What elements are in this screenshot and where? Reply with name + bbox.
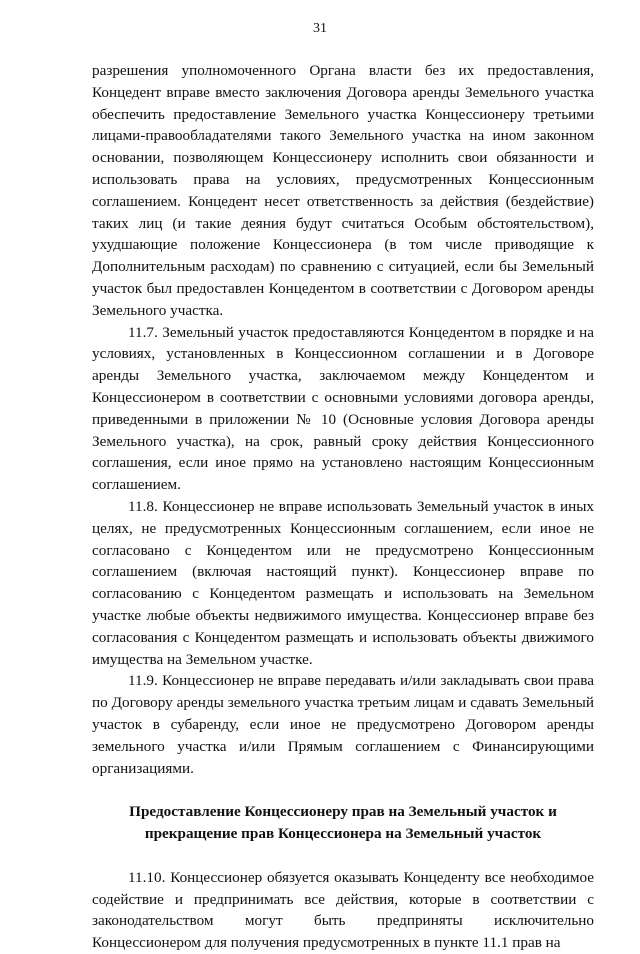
page-number: 31 — [313, 21, 327, 36]
document-body — [92, 60, 594, 954]
section-heading — [92, 801, 594, 845]
paragraph-continuation: разрешения уполномоченного Органа власти без их предоставления, Концедент вправе вместо заключения Договора аренды Земельного участка обеспечить предоставление Земельного участка Концессионеру третьими лицами-правообладателями такого Земельного участка на ином законном основании, позволяющем Концессионеру исполнить свои обязанности и использовать права на условиях, предусмотренных Концессионным соглашением. Концедент несет ответственность за действия (бездействие) таких лиц (и такие деяния будут считаться Особым обстоятельством), ухудшающие положение Концессионера (в том числе приводящие к Дополнительным расходам) по сравнению с ситуацией, если бы Земельный участок был предоставлен Концедентом в соответствии с Договором аренды Земельного участка. — [92, 62, 594, 319]
section-heading-line-1: Предоставление Концессионеру прав на Земельный участок и — [129, 803, 557, 821]
section-heading-line-2: прекращение прав Концессионера на Земельный участок — [144, 825, 542, 843]
paragraph-11-10: 11.10. Концессионер обязуется оказывать Концеденту все необходимое содействие и предпринимать все действия, которые в соответствии с законодательством могут быть предприняты исключительно Концессионером для получения предусмотренных в пункте 11.1 прав на — [92, 868, 594, 952]
paragraph-11-9: 11.9. Концессионер не вправе передавать и/или закладывать свои права по Договору аренды земельного участка третьим лицам и сдавать Земельный участок в субаренду, если иное не предусмотрено Договором аренды земельного участка и/или Прямым соглашением с Финансирующими организациями. — [92, 672, 594, 777]
paragraph-11-7: 11.7. Земельный участок предоставляются Концедентом в порядке и на условиях, установленных в Концессионном соглашении и в Договоре аренды Земельного участка, заключаемом между Концедентом и Концессионером в соответствии с основными условиями договора аренды, приведенными в приложении № 10 (Основные условия Договора аренды Земельного участка), на срок, равный сроку действия Концессионного соглашения, если иное прямо на установлено настоящим Концессионным соглашением. — [92, 323, 594, 494]
paragraph-11-8: 11.8. Концессионер не вправе использовать Земельный участок в иных целях, не предусмотренных Концессионным соглашением, если иное не согласовано с Концедентом или не предусмотрено Концессионным соглашением (включая настоящий пункт). Концессионер вправе по согласованию с Концедентом размещать и использовать на Земельном участке любые объекты недвижимого имущества. Концессионер вправе без согласования с Концедентом размещать и использовать объекты движимого имущества на Земельном участке. — [92, 497, 594, 668]
